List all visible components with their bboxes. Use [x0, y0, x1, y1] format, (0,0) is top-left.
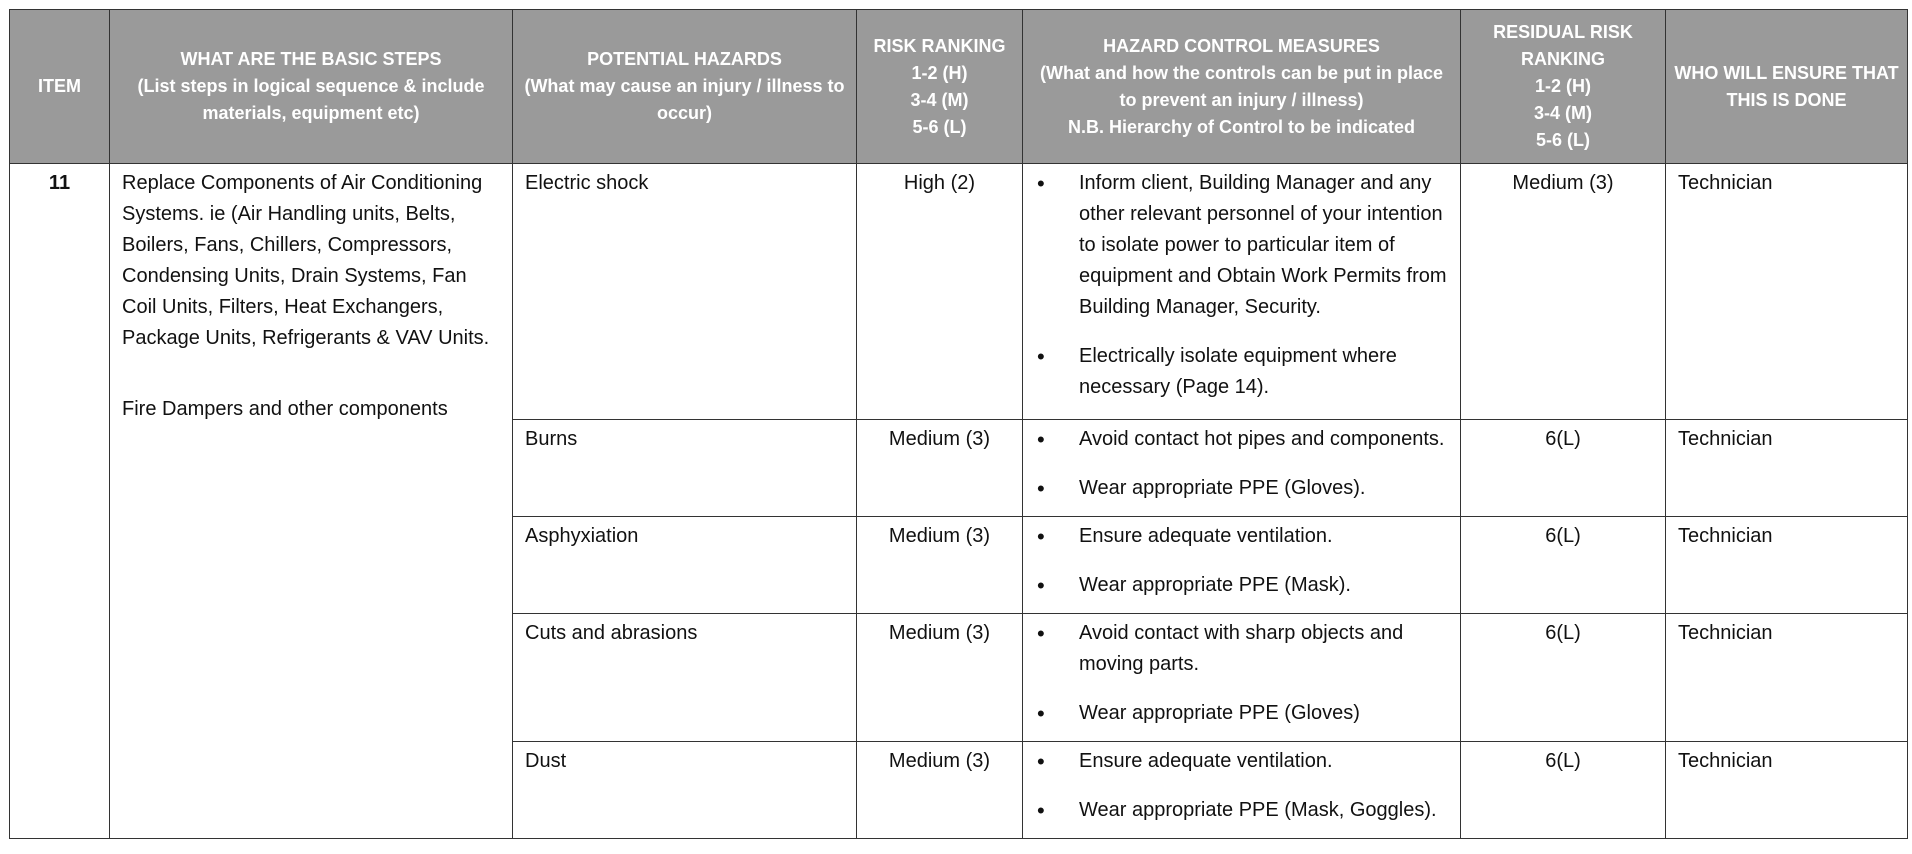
- residual-risk-cell: Medium (3): [1461, 164, 1666, 420]
- control-measures-cell: [1023, 614, 1461, 742]
- basic-steps-cell: [110, 164, 513, 839]
- control-measures-cell: [1023, 164, 1461, 420]
- basic-steps-text-2: Fire Dampers and other components: [122, 398, 448, 420]
- control-measure-item: • Ensure adequate ventilation.: [1035, 746, 1448, 777]
- control-measure-item: • Wear appropriate PPE (Gloves).: [1035, 473, 1448, 504]
- header-risk-ranking: RISK RANKING 1-2 (H) 3-4 (M) 5-6 (L): [857, 10, 1023, 164]
- header-row: [10, 10, 1908, 164]
- control-measures-cell: [1023, 420, 1461, 517]
- responsible-cell: Technician: [1666, 164, 1908, 420]
- hazard-cell: Dust: [513, 742, 857, 839]
- control-measures-list: [1035, 168, 1448, 403]
- hazard-cell: Cuts and abrasions: [513, 614, 857, 742]
- control-measure-item: • Avoid contact hot pipes and components.: [1035, 424, 1448, 455]
- item-number: 11: [10, 164, 110, 839]
- basic-steps-text: Replace Components of Air Conditioning Systems. ie (Air Handling units, Belts, Boilers, Fans, Chillers, Compressors, Condensing Units, Drain Systems, Fan Coil Units, Filters, Heat Exchangers, Package Units, Refrigerants & VAV Units.: [122, 172, 490, 349]
- risk-ranking-cell: Medium (3): [857, 420, 1023, 517]
- risk-ranking-cell: Medium (3): [857, 614, 1023, 742]
- risk-ranking-cell: Medium (3): [857, 742, 1023, 839]
- risk-assessment-table: [9, 9, 1908, 839]
- header-item: ITEM: [10, 10, 110, 164]
- control-measures-list: [1035, 618, 1448, 729]
- control-measures-list: [1035, 521, 1448, 601]
- header-potential-hazards: POTENTIAL HAZARDS (What may cause an injury / illness to occur): [513, 10, 857, 164]
- control-measures-cell: [1023, 742, 1461, 839]
- control-measure-item: • Inform client, Building Manager and any other relevant personnel of your intention to isolate power to particular item of equipment and Obtain Work Permits from Building Manager, Security.: [1035, 168, 1448, 323]
- control-measure-item: • Wear appropriate PPE (Mask).: [1035, 570, 1448, 601]
- hazard-cell: Burns: [513, 420, 857, 517]
- control-measures-cell: [1023, 517, 1461, 614]
- residual-risk-cell: 6(L): [1461, 420, 1666, 517]
- control-measure-item: • Wear appropriate PPE (Mask, Goggles).: [1035, 795, 1448, 826]
- hazard-cell: Asphyxiation: [513, 517, 857, 614]
- header-residual-risk-ranking: RESIDUAL RISK RANKING 1-2 (H) 3-4 (M) 5-6 (L): [1461, 10, 1666, 164]
- responsible-cell: Technician: [1666, 614, 1908, 742]
- header-who-will-ensure: WHO WILL ENSURE THAT THIS IS DONE: [1666, 10, 1908, 164]
- control-measure-item: • Ensure adequate ventilation.: [1035, 521, 1448, 552]
- responsible-cell: Technician: [1666, 420, 1908, 517]
- residual-risk-cell: 6(L): [1461, 517, 1666, 614]
- control-measure-item: • Electrically isolate equipment where necessary (Page 14).: [1035, 341, 1448, 403]
- control-measure-item: • Wear appropriate PPE (Gloves): [1035, 698, 1448, 729]
- header-hazard-control-measures: HAZARD CONTROL MEASURES (What and how the controls can be put in place to prevent an injury / illness) N.B. Hierarchy of Control to be indicated: [1023, 10, 1461, 164]
- table-row: [10, 164, 1908, 420]
- hazard-cell: Electric shock: [513, 164, 857, 420]
- residual-risk-cell: 6(L): [1461, 742, 1666, 839]
- responsible-cell: Technician: [1666, 742, 1908, 839]
- responsible-cell: Technician: [1666, 517, 1908, 614]
- control-measure-item: • Avoid contact with sharp objects and moving parts.: [1035, 618, 1448, 680]
- control-measures-list: [1035, 746, 1448, 826]
- residual-risk-cell: 6(L): [1461, 614, 1666, 742]
- control-measures-list: [1035, 424, 1448, 504]
- risk-ranking-cell: Medium (3): [857, 517, 1023, 614]
- header-basic-steps: WHAT ARE THE BASIC STEPS (List steps in logical sequence & include materials, equipment etc): [110, 10, 513, 164]
- risk-ranking-cell: High (2): [857, 164, 1023, 420]
